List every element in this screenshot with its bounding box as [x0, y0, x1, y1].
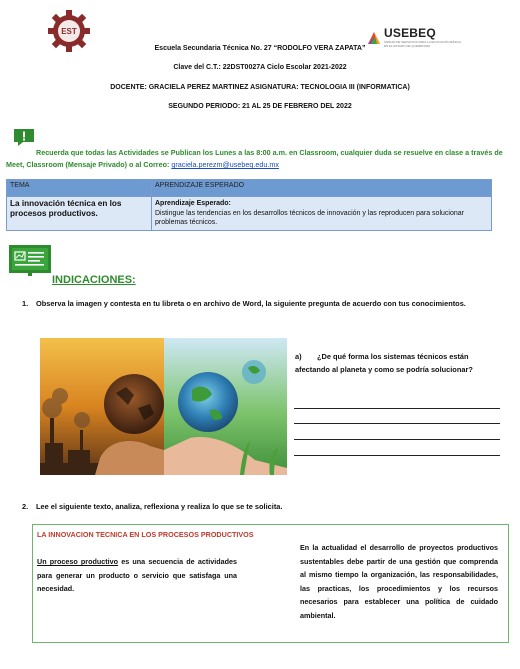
tema-table — [6, 179, 492, 231]
question-1 — [22, 297, 492, 310]
usebeq-brand: USEBEQ — [384, 26, 436, 40]
answer-line[interactable] — [294, 455, 500, 456]
aprendizaje-label: Aprendizaje Esperado: — [155, 200, 231, 207]
question-1a-text: ¿De qué forma los sistemas técnicos están afectando al planeta y como se podría solucionar? — [295, 352, 473, 374]
exclamation-icon — [14, 129, 34, 146]
reading-left-paragraph — [37, 555, 237, 596]
question-2 — [22, 502, 282, 511]
usebeq-subtitle: UNIDAD DE SERVICIOS PARA LA EDUCACIÓN BÁSICA EN EL ESTADO DE QUERÉTARO — [384, 40, 462, 48]
board-icon — [8, 244, 52, 276]
reading-left-rest: es una secuencia de actividades para generar un producto o servicio que satisfaga una necesidad. — [37, 557, 237, 593]
reading-left-underlined: Un proceso productivo — [37, 557, 119, 566]
notice-text: Recuerda que todas las Actividades se Publican los Lunes a las 8:00 a.m. en Classroom, cualquier duda se resuelve en clase a través de Meet, Classroom (Mensaje Privado) o al Correo: — [6, 148, 503, 169]
question-2-text: Lee el siguiente texto, analiza, reflexiona y realiza lo que se te solicita. — [36, 502, 283, 511]
clave-line: Clave del C.T.: 22DST0027A Ciclo Escolar 2021-2022 — [173, 64, 347, 71]
aprendizaje-cell — [152, 197, 492, 231]
notice-email-link[interactable]: graciela.perezm@usebeq.edu.mx — [171, 160, 279, 169]
answer-line[interactable] — [294, 439, 500, 440]
periodo-line: SEGUNDO PERIODO: 21 AL 25 DE FEBRERO DEL 2022 — [168, 103, 352, 110]
reading-title: LA INNOVACION TECNICA EN LOS PROCESOS PRODUCTIVOS — [37, 530, 254, 539]
reading-right-paragraph: En la actualidad el desarrollo de proyectos productivos sustentables debe partir de una gestión que comprenda al mismo tiempo la organización, las responsabilidades, las practicas, los procedimientos y los recursos necesarios para establecer una política de cuidado ambiental. — [300, 543, 498, 620]
question-2-number: 2. — [22, 502, 29, 511]
indicaciones-title: INDICACIONES: — [52, 274, 136, 286]
question-1a — [295, 350, 505, 376]
answer-line[interactable] — [294, 423, 500, 424]
aprendizaje-text: Distingue las tendencias en los desarrollos técnicos de innovación y las reproducen para solucionar problemas técnicos. — [155, 209, 464, 226]
tema-header: TEMA — [7, 180, 152, 197]
aprendizaje-header: APRENDIZAJE ESPERADO — [152, 180, 492, 197]
docente-line: DOCENTE: GRACIELA PEREZ MARTINEZ ASIGNATURA: TECNOLOGIA III (INFORMATICA) — [110, 84, 410, 91]
question-1a-label: a) — [295, 352, 302, 361]
tema-cell: La innovación técnica en los procesos productivos. — [7, 197, 152, 231]
question-1-text: Observa la imagen y contesta en tu libreta o en archivo de Word, la siguiente pregunta de acuerdo con tus conocimientos. — [36, 299, 466, 308]
answer-line[interactable] — [294, 408, 500, 409]
school-logo-text: EST — [61, 27, 77, 36]
classroom-notice — [6, 147, 514, 171]
question-1-number: 1. — [22, 299, 29, 308]
earth-hands-image — [40, 338, 287, 475]
school-name: Escuela Secundaria Técnica No. 27 “RODOLFO VERA ZAPATA” — [154, 45, 366, 52]
